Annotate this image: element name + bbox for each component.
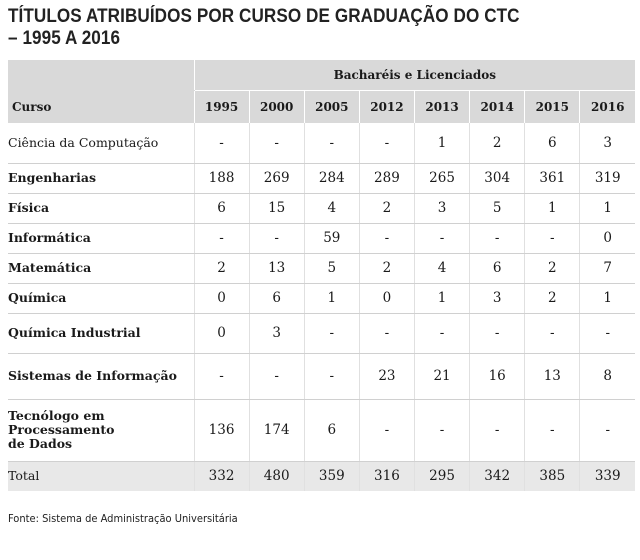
table-title <box>8 6 548 50</box>
column-header-year: 2014 <box>470 91 525 124</box>
value-cell: 3 <box>470 283 525 313</box>
value-cell: 2 <box>525 283 580 313</box>
value-cell: 1 <box>580 193 635 223</box>
value-cell: - <box>359 399 414 461</box>
value-cell: 6 <box>194 193 249 223</box>
total-label: Total <box>8 461 194 491</box>
course-name: Informática <box>8 223 194 253</box>
degrees-table <box>8 60 635 491</box>
column-header-year: 2005 <box>304 91 359 124</box>
value-cell: - <box>304 353 359 399</box>
value-cell: 2 <box>470 123 525 163</box>
value-cell: 6 <box>304 399 359 461</box>
value-cell: 15 <box>249 193 304 223</box>
total-value-cell: 385 <box>525 461 580 491</box>
value-cell: - <box>194 353 249 399</box>
value-cell: - <box>470 399 525 461</box>
table-row <box>8 313 635 353</box>
value-cell: 23 <box>359 353 414 399</box>
value-cell: 2 <box>194 253 249 283</box>
table-row <box>8 283 635 313</box>
total-value-cell: 342 <box>470 461 525 491</box>
column-header-year: 2012 <box>359 91 414 124</box>
value-cell: - <box>580 399 635 461</box>
value-cell: 2 <box>359 193 414 223</box>
title-line-2: – 1995 A 2016 <box>8 28 121 49</box>
value-cell: - <box>359 123 414 163</box>
course-name: Engenharias <box>8 163 194 193</box>
course-name-line: Processamento <box>8 422 115 437</box>
course-name-line: Tecnólogo em <box>8 408 105 423</box>
value-cell: - <box>525 223 580 253</box>
total-row <box>8 461 635 491</box>
value-cell: 319 <box>580 163 635 193</box>
value-cell: 2 <box>525 253 580 283</box>
course-name-line: de Dados <box>8 436 73 451</box>
column-header-year: 2013 <box>415 91 470 124</box>
value-cell: - <box>249 353 304 399</box>
total-value-cell: 480 <box>249 461 304 491</box>
course-name: Ciência da Computação <box>8 123 194 163</box>
value-cell: 6 <box>525 123 580 163</box>
value-cell: 13 <box>249 253 304 283</box>
total-value-cell: 359 <box>304 461 359 491</box>
value-cell: 136 <box>194 399 249 461</box>
value-cell: 0 <box>194 283 249 313</box>
course-name: Matemática <box>8 253 194 283</box>
group-header: Bacharéis e Licenciados <box>194 60 635 91</box>
table-row <box>8 353 635 399</box>
course-name <box>8 399 194 461</box>
value-cell: - <box>359 313 414 353</box>
value-cell: - <box>304 123 359 163</box>
course-name: Sistemas de Informação <box>8 353 194 399</box>
table-row <box>8 223 635 253</box>
value-cell: 269 <box>249 163 304 193</box>
value-cell: - <box>249 223 304 253</box>
value-cell: 1 <box>580 283 635 313</box>
value-cell: 3 <box>415 193 470 223</box>
value-cell: - <box>470 223 525 253</box>
value-cell: 188 <box>194 163 249 193</box>
value-cell: 4 <box>415 253 470 283</box>
value-cell: 289 <box>359 163 414 193</box>
value-cell: - <box>415 313 470 353</box>
value-cell: 59 <box>304 223 359 253</box>
value-cell: - <box>194 223 249 253</box>
table-row <box>8 253 635 283</box>
value-cell: 1 <box>415 283 470 313</box>
value-cell: 3 <box>249 313 304 353</box>
value-cell: - <box>470 313 525 353</box>
table-row <box>8 399 635 461</box>
table-row <box>8 123 635 163</box>
value-cell: 0 <box>580 223 635 253</box>
value-cell: 174 <box>249 399 304 461</box>
value-cell: - <box>194 123 249 163</box>
total-value-cell: 339 <box>580 461 635 491</box>
column-header-year: 2016 <box>580 91 635 124</box>
value-cell: 284 <box>304 163 359 193</box>
value-cell: - <box>415 399 470 461</box>
total-value-cell: 332 <box>194 461 249 491</box>
value-cell: 0 <box>359 283 414 313</box>
value-cell: 265 <box>415 163 470 193</box>
value-cell: 6 <box>249 283 304 313</box>
value-cell: 5 <box>304 253 359 283</box>
source-note: Fonte: Sistema de Administração Universitária <box>8 512 238 525</box>
total-value-cell: 316 <box>359 461 414 491</box>
table-row <box>8 163 635 193</box>
group-header-row <box>8 60 635 91</box>
value-cell: 13 <box>525 353 580 399</box>
column-header-year: 1995 <box>194 91 249 124</box>
value-cell: 1 <box>525 193 580 223</box>
total-value-cell: 295 <box>415 461 470 491</box>
value-cell: 4 <box>304 193 359 223</box>
value-cell: 8 <box>580 353 635 399</box>
value-cell: - <box>580 313 635 353</box>
course-name: Química Industrial <box>8 313 194 353</box>
column-header-course: Curso <box>8 91 194 124</box>
course-name: Física <box>8 193 194 223</box>
value-cell: - <box>525 399 580 461</box>
title-line-1: TÍTULOS ATRIBUÍDOS POR CURSO DE GRADUAÇÃO DO CTC <box>8 6 520 27</box>
value-cell: 2 <box>359 253 414 283</box>
value-cell: 0 <box>194 313 249 353</box>
column-header-year: 2000 <box>249 91 304 124</box>
value-cell: 7 <box>580 253 635 283</box>
group-header-spacer <box>8 60 194 91</box>
value-cell: 5 <box>470 193 525 223</box>
value-cell: - <box>415 223 470 253</box>
value-cell: 1 <box>304 283 359 313</box>
table-body <box>8 123 635 491</box>
value-cell: 1 <box>415 123 470 163</box>
value-cell: 3 <box>580 123 635 163</box>
value-cell: 16 <box>470 353 525 399</box>
value-cell: 361 <box>525 163 580 193</box>
column-header-year: 2015 <box>525 91 580 124</box>
value-cell: 6 <box>470 253 525 283</box>
value-cell: - <box>304 313 359 353</box>
course-name: Química <box>8 283 194 313</box>
value-cell: 21 <box>415 353 470 399</box>
value-cell: - <box>359 223 414 253</box>
value-cell: - <box>249 123 304 163</box>
value-cell: 304 <box>470 163 525 193</box>
column-header-row <box>8 91 635 124</box>
table-row <box>8 193 635 223</box>
value-cell: - <box>525 313 580 353</box>
